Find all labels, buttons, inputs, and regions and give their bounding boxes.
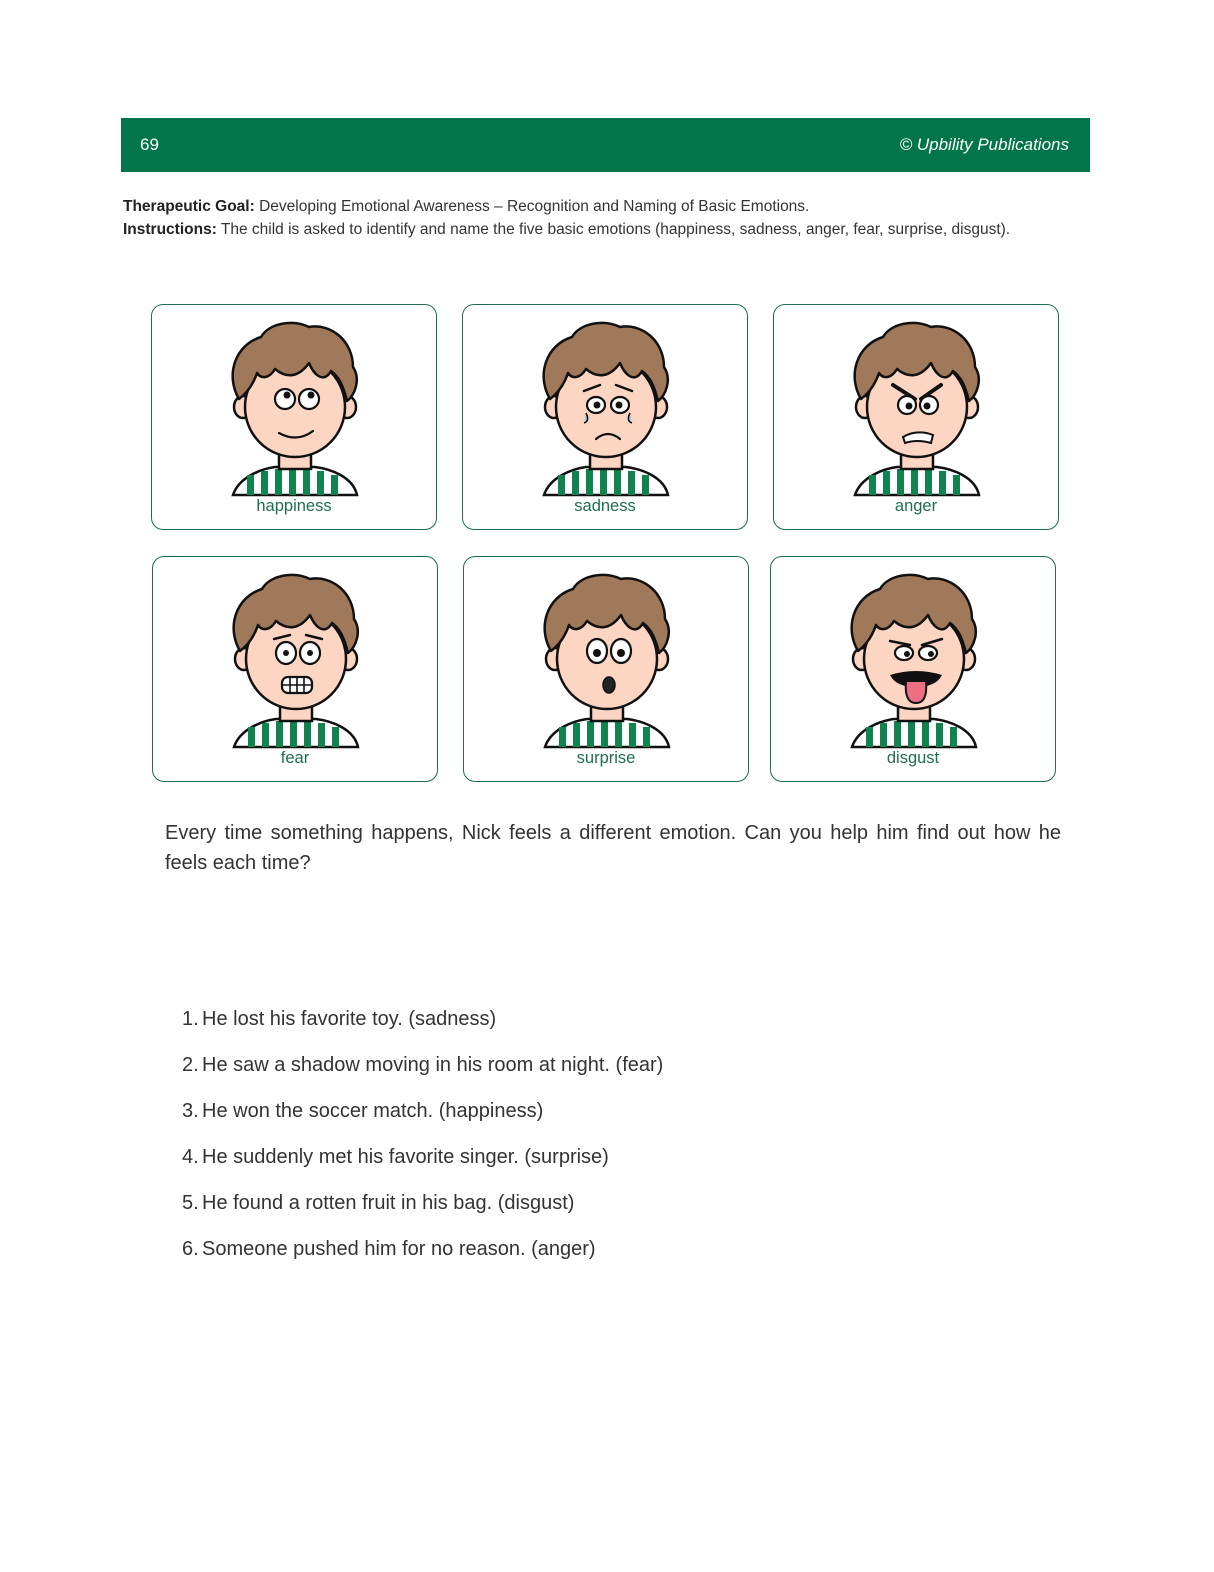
card-label: anger [894,497,938,515]
card-label: disgust [886,749,940,767]
card-label: sadness [574,497,636,515]
disgusted-face-icon [832,567,996,749]
emotion-card-sadness [462,304,748,530]
emotion-card-anger [773,304,1059,530]
list-item: 4. He suddenly met his favorite singer. (surprise) [182,1146,609,1168]
copyright-notice: © Upbility Publications [899,135,1069,154]
intro-block [123,195,1103,241]
therapeutic-goal: Therapeutic Goal: Developing Emotional Awareness – Recognition and Naming of Basic Emotions. [123,198,810,215]
happy-face-icon [213,315,377,497]
list-item: 3. He won the soccer match. (happiness) [182,1100,544,1122]
instructions: Instructions: The child is asked to identify and name the five basic emotions (happiness, sadness, anger, fear, surprise, disgust). [123,221,1011,238]
activity-prompt: Every time something happens, Nick feels a different emotion. Can you help him find out how he feels each time? [165,822,1061,874]
list-item: 5. He found a rotten fruit in his bag. (disgust) [182,1192,575,1214]
scared-face-icon [214,567,378,749]
situation-list [182,1003,663,1279]
header-bar [121,118,1090,172]
list-item: 6. Someone pushed him for no reason. (anger) [182,1238,596,1260]
emotion-card-fear [152,556,438,782]
sad-face-icon [524,315,688,497]
list-item: 1. He lost his favorite toy. (sadness) [182,1008,497,1030]
surprised-face-icon [525,567,689,749]
emotion-card-happiness [151,304,437,530]
card-label: fear [280,749,310,767]
card-label: surprise [576,749,636,767]
card-label: happiness [256,497,332,515]
emotion-card-surprise [463,556,749,782]
list-item: 2. He saw a shadow moving in his room at night. (fear) [182,1054,664,1076]
page-number: 69 [140,135,159,154]
angry-face-icon [835,315,999,497]
emotion-card-disgust [770,556,1056,782]
